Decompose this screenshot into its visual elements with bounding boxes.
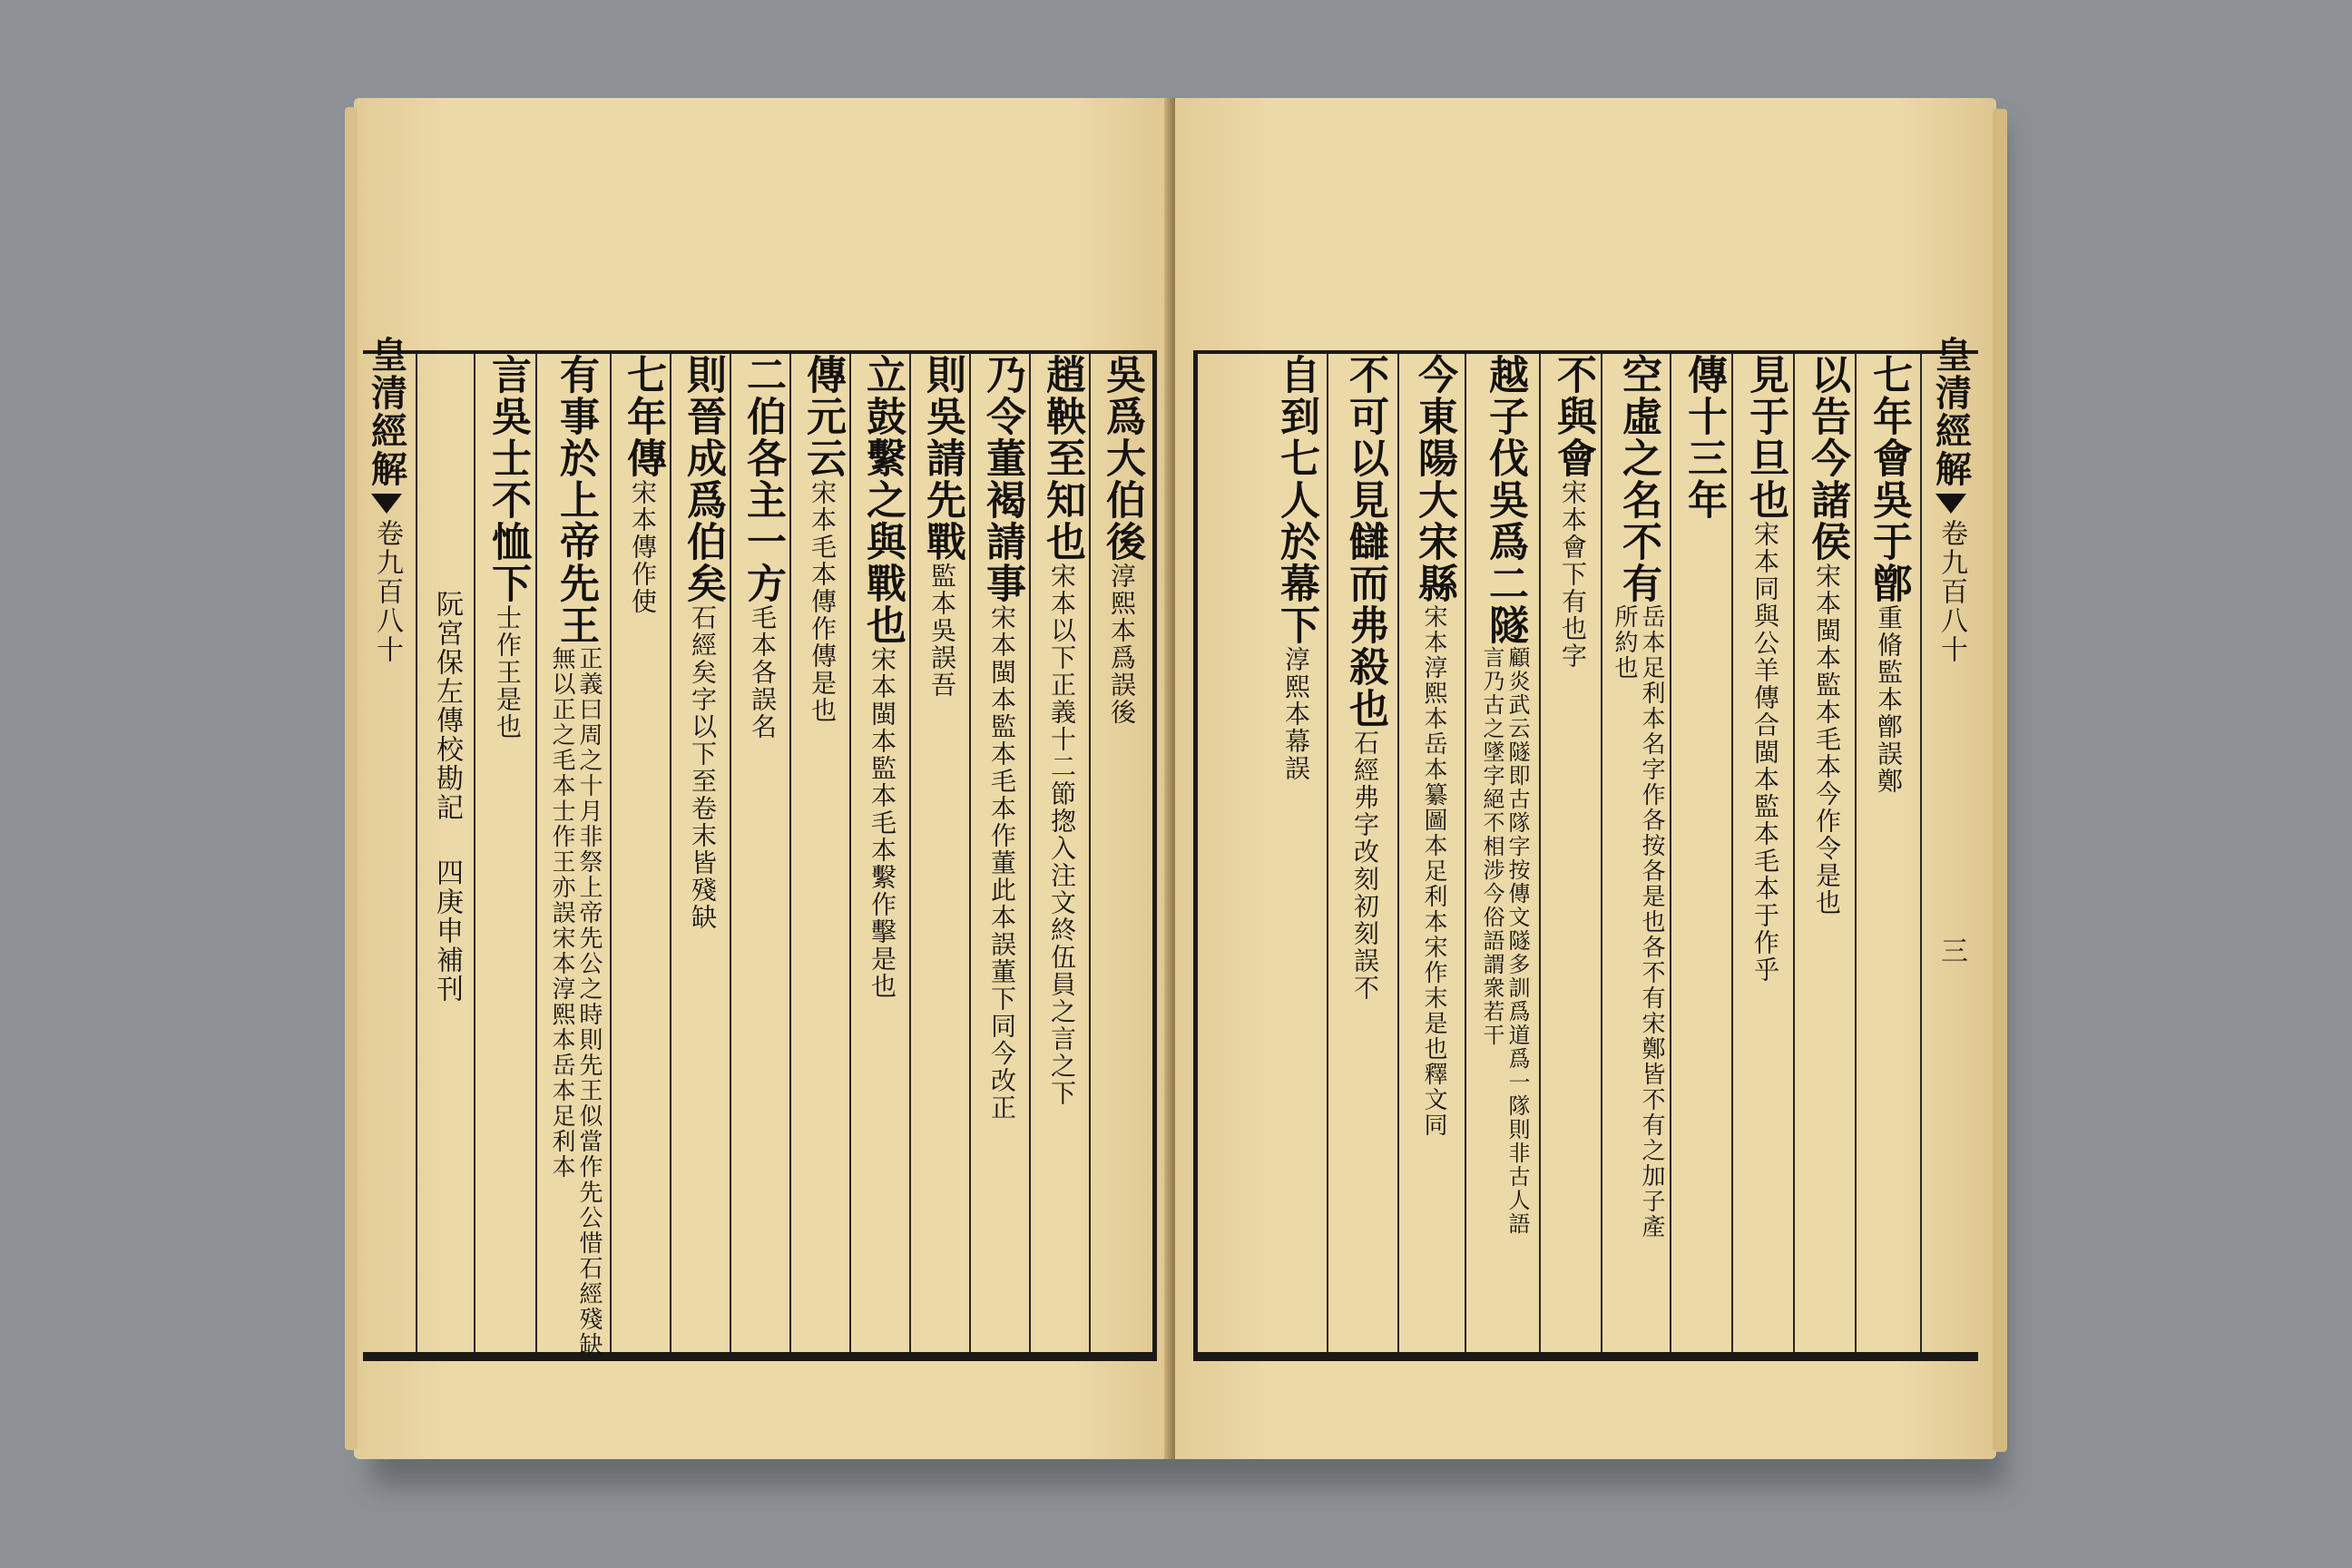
column-rule xyxy=(416,354,417,1352)
fish-tail-mark xyxy=(371,494,402,514)
main-text: 自到七人於幕下 xyxy=(1273,354,1319,646)
column xyxy=(1606,354,1670,1352)
main-text: 以告今諸侯 xyxy=(1804,354,1850,563)
column-rule xyxy=(535,354,537,1352)
right-page xyxy=(1175,98,1996,1459)
right-page-edge xyxy=(1993,109,2007,1452)
annotation-text: 宋本同與公羊傳合閩本監本毛本于作乎 xyxy=(1750,521,1780,984)
annotation-text: 宋本閩本監本毛本繫作擊是也 xyxy=(867,646,897,1000)
main-text: 則吳請先戰 xyxy=(919,354,965,563)
main-text: 傳十三年 xyxy=(1681,354,1727,521)
annotation-text: 宋本閩本監本毛本今作令是也 xyxy=(1812,563,1842,916)
main-text: 不與會 xyxy=(1550,354,1596,479)
column xyxy=(795,354,849,1352)
column-rule xyxy=(610,354,612,1352)
annotation-text: 宋本淳熙本岳本纂圖本足利本宋作末是也釋文同 xyxy=(1420,604,1447,1138)
left-page-edge xyxy=(345,107,358,1450)
annotation-text: 士作王是也 xyxy=(493,604,523,740)
column xyxy=(1860,354,1916,1352)
annotation-text: 宋本閩本監本毛本作董此本誤董下同今改正 xyxy=(987,604,1017,1122)
banxin-title: 皇清經解 xyxy=(1929,336,1973,488)
column xyxy=(421,354,472,1352)
main-text: 七年會吳于鄫 xyxy=(1866,354,1912,604)
open-book xyxy=(354,98,1996,1468)
edition-mark: 庚申補刊 xyxy=(431,887,463,1004)
column xyxy=(1470,354,1539,1352)
main-text: 吳爲大伯後 xyxy=(1099,354,1145,563)
column xyxy=(1094,354,1149,1352)
fish-tail-mark xyxy=(1936,494,1966,514)
annotation-text: 宋本毛本傳作傳是也 xyxy=(808,479,838,724)
main-text: 越子伐吳爲二隧 xyxy=(1482,354,1528,646)
main-text: 今東陽大宋縣 xyxy=(1411,354,1457,604)
column-rule xyxy=(849,354,851,1352)
annotation-text: 淳熙本幕誤 xyxy=(1281,646,1311,782)
column xyxy=(1675,354,1731,1352)
annotation-text: 石經弗字改刻初刻誤不 xyxy=(1350,730,1380,1002)
main-text: 二伯各主一方 xyxy=(740,354,786,604)
annotation-text: 顧炎武云隧即古隊字按傳文隧多訓爲道爲一隊則非古人語言乃古之墜字絕不相涉今俗語謂衆若干 xyxy=(1479,646,1530,1236)
annotation-text: 宋本傳作使 xyxy=(628,479,658,615)
main-text: 有事於上帝先王 xyxy=(553,354,599,646)
column xyxy=(1544,354,1601,1352)
left-text-frame xyxy=(363,336,1157,1361)
column xyxy=(1737,354,1793,1352)
main-text: 立鼓繫之與戰也 xyxy=(859,354,906,646)
annotation-text: 宋本以下正義十二節揔入注文終伍員之言之下 xyxy=(1047,563,1077,1107)
main-text: 不可以見讎而弗殺也 xyxy=(1342,354,1388,730)
annotation-text: 毛本各誤名 xyxy=(748,604,778,740)
banxin-juan: 卷九百八十 xyxy=(1936,519,1967,664)
main-text: 趙鞅至知也 xyxy=(1039,354,1085,563)
column-rule xyxy=(909,354,911,1352)
right-banxin xyxy=(1924,336,1978,1361)
column-rule xyxy=(1920,354,1922,1352)
column-rule xyxy=(474,354,475,1352)
annotation-text: 岳本足利本名字作各按各是也各不有宋鄭皆不有之加子產所約也 xyxy=(1611,604,1665,1240)
column-rule xyxy=(1029,354,1031,1352)
column-rule xyxy=(1793,354,1795,1352)
right-text-frame xyxy=(1193,336,1978,1361)
column-rule xyxy=(1465,354,1466,1352)
column-rule xyxy=(1731,354,1733,1352)
column xyxy=(975,354,1029,1352)
column-rule xyxy=(789,354,791,1352)
column xyxy=(615,354,670,1352)
column xyxy=(915,354,969,1352)
annotation-text: 重脩監本鄫誤鄭 xyxy=(1874,604,1904,795)
column-rule xyxy=(1089,354,1091,1352)
left-page xyxy=(354,98,1171,1459)
annotation-text: 監本吳誤吾 xyxy=(927,563,957,699)
banxin-title: 皇清經解 xyxy=(365,336,408,488)
column xyxy=(855,354,909,1352)
main-text: 言吳士不恤下 xyxy=(485,354,531,604)
column xyxy=(541,354,610,1357)
column-rule xyxy=(730,354,731,1352)
column xyxy=(1265,354,1327,1352)
banxin-juan: 卷九百八十 xyxy=(371,519,403,664)
main-text: 傳元云 xyxy=(799,354,846,479)
column xyxy=(479,354,535,1352)
main-text: 則晉成爲伯矣 xyxy=(680,354,726,604)
main-text: 空虛之名不有 xyxy=(1615,354,1661,604)
column-rule xyxy=(1539,354,1541,1352)
column xyxy=(675,354,730,1352)
main-text: 見于旦也 xyxy=(1742,354,1788,521)
column-rule xyxy=(1670,354,1671,1352)
annotation-text: 淳熙本爲誤後 xyxy=(1107,563,1137,726)
column-rule xyxy=(670,354,671,1352)
annotation-text: 宋本會下有也字 xyxy=(1558,479,1588,670)
annotation-text: 石經矣字以下至卷末皆殘缺 xyxy=(688,604,718,931)
column-rule xyxy=(1601,354,1602,1352)
main-text: 乃令董褐請事 xyxy=(979,354,1025,604)
page-number: 三 xyxy=(1936,936,1967,965)
left-banxin xyxy=(359,336,414,1361)
column-rule xyxy=(969,354,971,1352)
column xyxy=(1332,354,1397,1352)
column xyxy=(1403,354,1465,1352)
column xyxy=(1034,354,1089,1352)
annotation-text: 正義曰周之十月非祭上帝先公之時則先王似當作先公惜石經殘缺無以正之毛本士作王亦誤宋本淳熙本岳本足利本 xyxy=(548,646,603,1357)
column-rule xyxy=(1855,354,1857,1352)
column xyxy=(735,354,789,1352)
column-rule xyxy=(1327,354,1328,1352)
column-rule xyxy=(1397,354,1399,1352)
banxin-book-title: 阮宮保左傳校勘記 xyxy=(431,590,463,822)
column xyxy=(1798,354,1855,1352)
main-text: 七年傳 xyxy=(620,354,666,479)
page-number: 四 xyxy=(431,858,463,887)
